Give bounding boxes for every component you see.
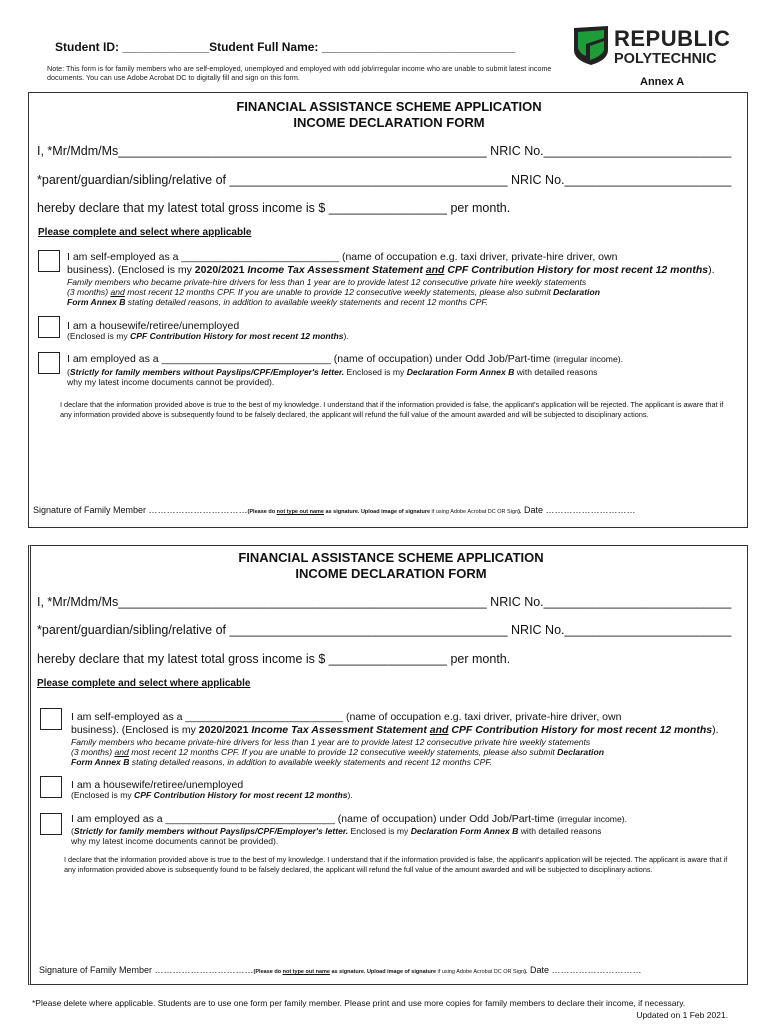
text-span: CPF Contribution History for most recent 12 months — [448, 724, 713, 736]
text-span: stating detailed reasons, in addition to available weekly statements and recent 12 months CPF. — [129, 757, 492, 767]
text-span: Form Annex B — [67, 297, 126, 307]
date-field[interactable]: Date ………………………… — [529, 965, 642, 975]
text-span: ( — [67, 367, 70, 377]
text-span: I am employed as a _____________________________ (name of occupation) under Odd Job/Part-time — [67, 353, 554, 365]
text-span: ). — [343, 331, 349, 341]
text-span: (Please do — [247, 509, 277, 515]
logo-text-republic: REPUBLIC — [614, 26, 731, 51]
form-title-line2: INCOME DECLARATION FORM — [293, 115, 485, 130]
self-employed-checkbox[interactable] — [38, 250, 60, 272]
text-span: Form Annex B — [71, 757, 130, 767]
self-employed-line2 — [71, 725, 719, 736]
housewife-line2 — [67, 331, 349, 341]
text-span: business). (Enclosed is my — [67, 264, 195, 276]
gross-income-field[interactable]: hereby declare that my latest total gross income is $ _________________ per month. — [37, 652, 511, 666]
employed-line3: why my latest income documents cannot be provided). — [67, 377, 275, 387]
text-span: CPF Contribution History for most recent 12 months — [134, 790, 348, 800]
self-employed-line2 — [67, 265, 715, 276]
name-nric-field[interactable]: I, *Mr/Mdm/Ms_____________________________________________________ NRIC No.___________________________ — [37, 595, 732, 609]
text-span: as signature. Upload image of signature — [323, 509, 432, 515]
gross-income-field[interactable]: hereby declare that my latest total gross income is $ _________________ per month. — [37, 201, 511, 215]
name-nric-field[interactable]: I, *Mr/Mdm/Ms_____________________________________________________ NRIC No.___________________________ — [37, 144, 732, 158]
text-span: if using Adobe Acrobat DC OR Sign — [437, 969, 525, 975]
text-span: (Enclosed is my — [67, 331, 131, 341]
housewife-line2 — [71, 790, 353, 800]
text-span: with detailed reasons — [514, 367, 598, 377]
self-employed-line4 — [71, 747, 604, 757]
republic-polytechnic-logo — [572, 24, 732, 68]
text-span: as signature. Upload image of signature — [329, 969, 438, 975]
text-span: if using Adobe Acrobat DC OR Sign — [431, 509, 519, 515]
text-span: Declaration — [553, 287, 600, 297]
text-span: and — [425, 264, 445, 276]
text-span: 2020/2021 — [198, 724, 252, 736]
text-span: Declaration Form Annex B — [406, 367, 515, 377]
text-span: 2020/2021 — [194, 264, 248, 276]
signature-label: Signature of Family Member …………………………… — [39, 965, 254, 975]
form-title-line1: FINANCIAL ASSISTANCE SCHEME APPLICATION — [236, 99, 542, 114]
logo-text-polytechnic: POLYTECHNIC — [614, 51, 717, 67]
text-span: I am employed as a _____________________________ (name of occupation) under Odd Job/Part-time — [71, 813, 558, 825]
form-note: Note: This form is for family members who are self-employed, unemployed and employed with odd job/irregular income who are unable to submit latest income documents. You can use Adobe Acrobat DC to digitally fill and sign on this form. — [47, 64, 552, 82]
text-span: Enclosed is my — [348, 826, 411, 836]
form-title-line1: FINANCIAL ASSISTANCE SCHEME APPLICATION — [238, 550, 544, 565]
form-title-line2: INCOME DECLARATION FORM — [295, 566, 487, 581]
self-employed-line3: Family members who became private-hire drivers for less than 1 year are to provide latest 12 consecutive private hire weekly statements — [67, 277, 587, 287]
page-header — [0, 0, 770, 90]
text-span: Declaration Form Annex B — [410, 826, 519, 836]
housewife-retiree-checkbox[interactable] — [38, 316, 60, 338]
instruction-heading: Please complete and select where applicable — [38, 227, 252, 238]
text-span: (Please do — [253, 969, 283, 975]
text-span: business). (Enclosed is my — [71, 724, 199, 736]
employed-odd-job-checkbox[interactable] — [40, 813, 62, 835]
text-span: CPF Contribution History for most recent 12 months — [444, 264, 709, 276]
employed-line2 — [71, 826, 601, 836]
self-employed-checkbox[interactable] — [40, 708, 62, 730]
text-span: and — [429, 724, 449, 736]
text-span: stating detailed reasons, in addition to available weekly statements and recent 12 months CPF. — [125, 297, 488, 307]
self-employed-line1[interactable]: I am self-employed as a ___________________________ (name of occupation e.g. taxi driver, private-hire driver, own — [71, 711, 622, 723]
declaration-text: I declare that the information provided above is true to the best of my knowledge. I understand that if the information provided is false, the applicant's application will be rejected. The applicant is aware that if any information provided above is subsequently found to be falsely declared, the applicant will refund the full value of the amount awarded and will be subjected to disciplinary actions. — [60, 400, 724, 419]
text-span: ). — [524, 969, 528, 975]
self-employed-line5 — [71, 757, 492, 767]
self-employed-line5 — [67, 297, 488, 307]
text-span: and — [110, 287, 125, 297]
income-declaration-form-2 — [28, 545, 748, 985]
text-span: Strictly for family members without Payslips/CPF/Employer's letter. — [69, 367, 345, 377]
text-span: (3 months) — [71, 747, 115, 757]
signature-line[interactable] — [33, 505, 635, 515]
signature-line[interactable] — [39, 965, 641, 975]
text-span: and — [114, 747, 129, 757]
annex-label: Annex A — [640, 76, 685, 88]
text-span: ( — [71, 826, 74, 836]
text-span: Income Tax Assessment Statement — [247, 264, 426, 276]
text-span: Strictly for family members without Payslips/CPF/Employer's letter. — [73, 826, 349, 836]
declaration-text: I declare that the information provided above is true to the best of my knowledge. I understand that if the information provided is false, the applicant's application will be rejected. The applicant is aware that if any information provided above is subsequently found to be falsely declared, the applicant will refund the full value of the amount awarded and will be subjected to disciplinary actions. — [64, 855, 728, 874]
signature-label: Signature of Family Member …………………………… — [33, 505, 248, 515]
text-span: not type out name — [282, 969, 330, 975]
student-id-name-line[interactable]: Student ID: _____________Student Full Name: _____________________________ — [55, 40, 516, 54]
text-span: ). — [347, 790, 353, 800]
housewife-line1: I am a housewife/retiree/unemployed — [67, 320, 240, 332]
text-span: Declaration — [557, 747, 604, 757]
text-span: ). — [518, 509, 522, 515]
employed-line2 — [67, 367, 597, 377]
self-employed-line4 — [67, 287, 600, 297]
text-span: (Enclosed is my — [71, 790, 135, 800]
employed-line1[interactable] — [67, 354, 623, 365]
text-span: ). — [712, 724, 719, 736]
text-span: (irregular income). — [553, 354, 623, 364]
relation-nric-field[interactable]: *parent/guardian/sibling/relative of ________________________________________ NRIC No.________________________ — [37, 173, 732, 187]
text-span: most recent 12 months CPF. If you are unable to provide 12 consecutive weekly statements, please also submit — [124, 287, 554, 297]
text-span: ). — [708, 264, 715, 276]
employed-line3: why my latest income documents cannot be provided). — [71, 836, 279, 846]
text-span: most recent 12 months CPF. If you are unable to provide 12 consecutive weekly statements, please also submit — [128, 747, 558, 757]
text-span: Enclosed is my — [344, 367, 407, 377]
updated-date: Updated on 1 Feb 2021. — [636, 1010, 728, 1020]
instruction-heading: Please complete and select where applicable — [37, 678, 251, 689]
income-declaration-form-1 — [28, 92, 748, 528]
text-span: (3 months) — [67, 287, 111, 297]
housewife-retiree-checkbox[interactable] — [40, 776, 62, 798]
employed-odd-job-checkbox[interactable] — [38, 352, 60, 374]
footer-note: *Please delete where applicable. Students are to use one form per family member. Please print and use more copies for family members to declare their income, if necessary. — [32, 998, 686, 1008]
text-span: CPF Contribution History for most recent 12 months — [130, 331, 344, 341]
self-employed-line3: Family members who became private-hire drivers for less than 1 year are to provide latest 12 consecutive private hire weekly statements — [71, 737, 591, 747]
text-span: Income Tax Assessment Statement — [251, 724, 430, 736]
housewife-line1: I am a housewife/retiree/unemployed — [71, 779, 244, 791]
relation-nric-field[interactable]: *parent/guardian/sibling/relative of ________________________________________ NRIC No.________________________ — [37, 623, 732, 637]
self-employed-line1[interactable]: I am self-employed as a ___________________________ (name of occupation e.g. taxi driver, private-hire driver, own — [67, 251, 618, 263]
shield-logo-icon — [572, 24, 610, 66]
text-span: with detailed reasons — [518, 826, 602, 836]
text-span: (irregular income). — [557, 814, 627, 824]
text-span: not type out name — [276, 509, 324, 515]
date-field[interactable]: Date ………………………… — [523, 505, 636, 515]
employed-line1[interactable] — [71, 814, 627, 825]
